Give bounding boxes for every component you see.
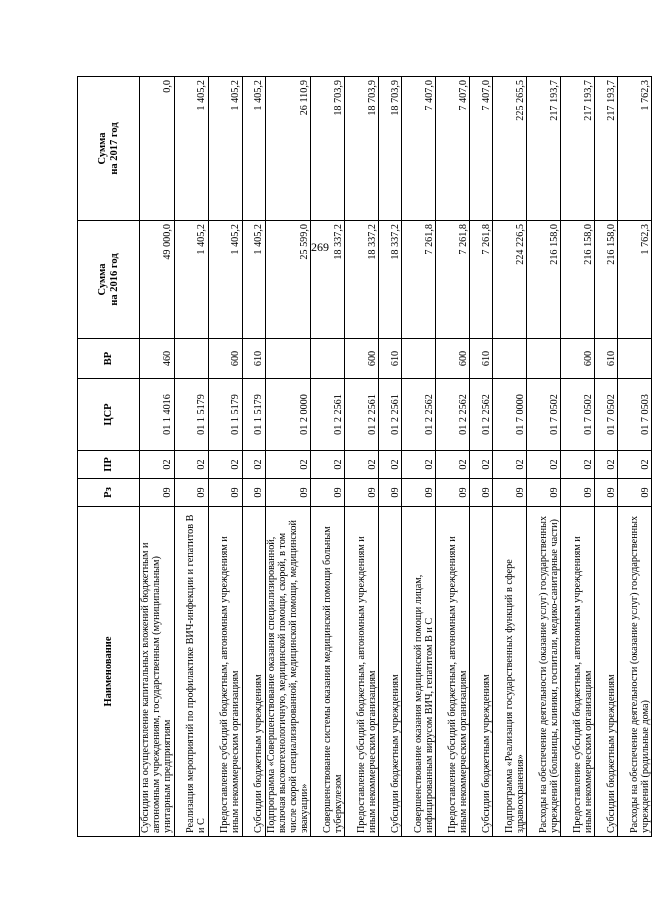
cell-pr: 02 (379, 451, 402, 479)
cell-vr: 460 (140, 339, 175, 379)
cell-pr: 02 (436, 451, 470, 479)
cell-vr: 600 (561, 339, 595, 379)
cell-rz: 09 (436, 479, 470, 507)
table-row (402, 77, 436, 837)
cell-csr: 01 2 2562 (470, 379, 493, 451)
rotated-table-container (77, 77, 652, 837)
table-row (345, 77, 379, 837)
page-number: 269 (311, 240, 329, 254)
cell-pr: 02 (345, 451, 379, 479)
cell-vr (174, 339, 208, 379)
cell-csr: 01 7 0503 (618, 379, 652, 451)
cell-sum-2016: 1 405,2 (174, 221, 208, 339)
header-sum-2017-line1: Сумма (97, 132, 108, 165)
cell-sum-2017: 217 193,7 (527, 77, 561, 221)
cell-vr: 600 (345, 339, 379, 379)
cell-sum-2017: 26 110,9 (265, 77, 311, 221)
cell-name: Реализация мероприятий по профилактике ВИЧ-инфекции и гепатитов В и С (174, 507, 208, 837)
cell-rz: 09 (402, 479, 436, 507)
table-row (242, 77, 265, 837)
cell-name: Предоставление субсидий бюджетным, автономным учреждениям и иным некоммерческим организациям (561, 507, 595, 837)
cell-csr: 01 1 4016 (140, 379, 175, 451)
table-row (265, 77, 311, 837)
cell-sum-2016: 7 261,8 (436, 221, 470, 339)
cell-csr: 01 2 2561 (311, 379, 345, 451)
header-sum-2016-line2: на 2016 год (108, 253, 120, 306)
cell-vr: 600 (436, 339, 470, 379)
table-row (527, 77, 561, 837)
cell-sum-2016: 224 226,5 (493, 221, 527, 339)
cell-sum-2016: 216 158,0 (561, 221, 595, 339)
header-sum-2017-line2: на 2017 год (108, 122, 120, 175)
cell-vr: 610 (595, 339, 618, 379)
cell-csr: 01 7 0502 (527, 379, 561, 451)
cell-sum-2017: 217 193,7 (561, 77, 595, 221)
table-row (436, 77, 470, 837)
cell-name: Субсидии бюджетным учреждениям (242, 507, 265, 837)
cell-sum-2017: 1 405,2 (208, 77, 242, 221)
cell-pr: 02 (242, 451, 265, 479)
cell-sum-2016: 7 261,8 (402, 221, 436, 339)
cell-sum-2016: 216 158,0 (595, 221, 618, 339)
header-vr: ВР (78, 339, 140, 379)
table-row (618, 77, 652, 837)
cell-sum-2016: 18 337,2 (379, 221, 402, 339)
cell-name: Предоставление субсидий бюджетным, автономным учреждениям и иным некоммерческим организациям (345, 507, 379, 837)
table-row (561, 77, 595, 837)
cell-sum-2016: 18 337,2 (345, 221, 379, 339)
cell-pr: 02 (174, 451, 208, 479)
cell-sum-2017: 7 407,0 (402, 77, 436, 221)
cell-vr (265, 339, 311, 379)
table-row (311, 77, 345, 837)
cell-pr: 02 (493, 451, 527, 479)
cell-rz: 09 (561, 479, 595, 507)
cell-rz: 09 (595, 479, 618, 507)
cell-name: Расходы на обеспечение деятельности (оказание услуг) государственных учреждений (родильные дома) (618, 507, 652, 837)
cell-vr (527, 339, 561, 379)
header-sum-2016 (78, 221, 140, 339)
cell-name: Подпрограмма «Совершенствование оказания специализированной, включая высокотехнологичную, медицинской помощи, скорой, в том числе скорой специализированной, медицинской помощи, медицинской эвакуации» (265, 507, 311, 837)
cell-csr: 01 1 5179 (208, 379, 242, 451)
table-row (493, 77, 527, 837)
header-name: Наименование (78, 507, 140, 837)
header-rz: Рз (78, 479, 140, 507)
header-csr: ЦСР (78, 379, 140, 451)
cell-rz: 09 (379, 479, 402, 507)
cell-rz: 09 (493, 479, 527, 507)
cell-pr: 02 (208, 451, 242, 479)
cell-sum-2016: 1 405,2 (242, 221, 265, 339)
table-row (140, 77, 175, 837)
cell-pr: 02 (311, 451, 345, 479)
cell-rz: 09 (470, 479, 493, 507)
cell-rz: 09 (140, 479, 175, 507)
cell-sum-2016: 25 599,0 (265, 221, 311, 339)
cell-sum-2016: 1 762,3 (618, 221, 652, 339)
cell-vr: 610 (379, 339, 402, 379)
cell-rz: 09 (311, 479, 345, 507)
cell-pr: 02 (561, 451, 595, 479)
header-sum-2017 (78, 77, 140, 221)
cell-vr: 600 (208, 339, 242, 379)
cell-vr (618, 339, 652, 379)
cell-pr: 02 (140, 451, 175, 479)
cell-name: Субсидии бюджетным учреждениям (595, 507, 618, 837)
cell-name: Совершенствование системы оказания медицинской помощи больным туберкулезом (311, 507, 345, 837)
cell-pr: 02 (265, 451, 311, 479)
cell-csr: 01 2 0000 (265, 379, 311, 451)
table-header-row (78, 77, 140, 837)
cell-csr: 01 2 2562 (402, 379, 436, 451)
cell-sum-2017: 1 405,2 (242, 77, 265, 221)
cell-pr: 02 (470, 451, 493, 479)
cell-vr: 610 (470, 339, 493, 379)
cell-sum-2017: 18 703,9 (311, 77, 345, 221)
cell-sum-2017: 18 703,9 (379, 77, 402, 221)
cell-rz: 09 (174, 479, 208, 507)
cell-sum-2016: 49 000,0 (140, 221, 175, 339)
cell-sum-2017: 217 193,7 (595, 77, 618, 221)
cell-sum-2016: 18 337,2 (311, 221, 345, 339)
cell-csr: 01 2 2561 (345, 379, 379, 451)
cell-vr (493, 339, 527, 379)
cell-sum-2017: 0,0 (140, 77, 175, 221)
cell-csr: 01 2 2562 (436, 379, 470, 451)
cell-sum-2016: 1 405,2 (208, 221, 242, 339)
cell-rz: 09 (242, 479, 265, 507)
cell-sum-2016: 7 261,8 (470, 221, 493, 339)
cell-name: Субсидии бюджетным учреждениям (470, 507, 493, 837)
header-sum-2016-line1: Сумма (97, 263, 108, 296)
cell-pr: 02 (595, 451, 618, 479)
cell-sum-2017: 7 407,0 (470, 77, 493, 221)
cell-name: Субсидии бюджетным учреждениям (379, 507, 402, 837)
table-row (208, 77, 242, 837)
cell-name: Совершенствование оказания медицинской помощи лицам, инфицированным вирусом ВИЧ, гепатитом В и С (402, 507, 436, 837)
cell-rz: 09 (345, 479, 379, 507)
cell-sum-2017: 1 762,3 (618, 77, 652, 221)
table-row (379, 77, 402, 837)
cell-name: Расходы на обеспечение деятельности (оказание услуг) государственных учреждений (больницы, клиники, госпитали, медико-санитарные части) (527, 507, 561, 837)
cell-sum-2016: 216 158,0 (527, 221, 561, 339)
cell-csr: 01 7 0502 (561, 379, 595, 451)
cell-rz: 09 (265, 479, 311, 507)
cell-csr: 01 7 0502 (595, 379, 618, 451)
cell-sum-2017: 225 265,5 (493, 77, 527, 221)
cell-rz: 09 (527, 479, 561, 507)
cell-name: Предоставление субсидий бюджетным, автономным учреждениям и иным некоммерческим организациям (436, 507, 470, 837)
cell-csr: 01 7 0000 (493, 379, 527, 451)
cell-pr: 02 (402, 451, 436, 479)
cell-sum-2017: 7 407,0 (436, 77, 470, 221)
cell-pr: 02 (618, 451, 652, 479)
budget-table (77, 76, 652, 837)
table-row (174, 77, 208, 837)
cell-csr: 01 1 5179 (242, 379, 265, 451)
cell-vr (402, 339, 436, 379)
cell-rz: 09 (208, 479, 242, 507)
cell-vr: 610 (242, 339, 265, 379)
cell-pr: 02 (527, 451, 561, 479)
table-row (595, 77, 618, 837)
cell-csr: 01 1 5179 (174, 379, 208, 451)
cell-sum-2017: 18 703,9 (345, 77, 379, 221)
cell-csr: 01 2 2561 (379, 379, 402, 451)
cell-name: Предоставление субсидий бюджетным, автономным учреждениям и иным некоммерческим организациям (208, 507, 242, 837)
table-row (470, 77, 493, 837)
cell-name: Подпрограмма «Реализация государственных функций в сфере здравоохранения» (493, 507, 527, 837)
cell-rz: 09 (618, 479, 652, 507)
header-pr: ПР (78, 451, 140, 479)
cell-name: Субсидии на осуществление капитальных вложений бюджетным и автономным учреждениям, государственным (муниципальным) унитарным предприятиям (140, 507, 175, 837)
cell-vr (311, 339, 345, 379)
cell-sum-2017: 1 405,2 (174, 77, 208, 221)
